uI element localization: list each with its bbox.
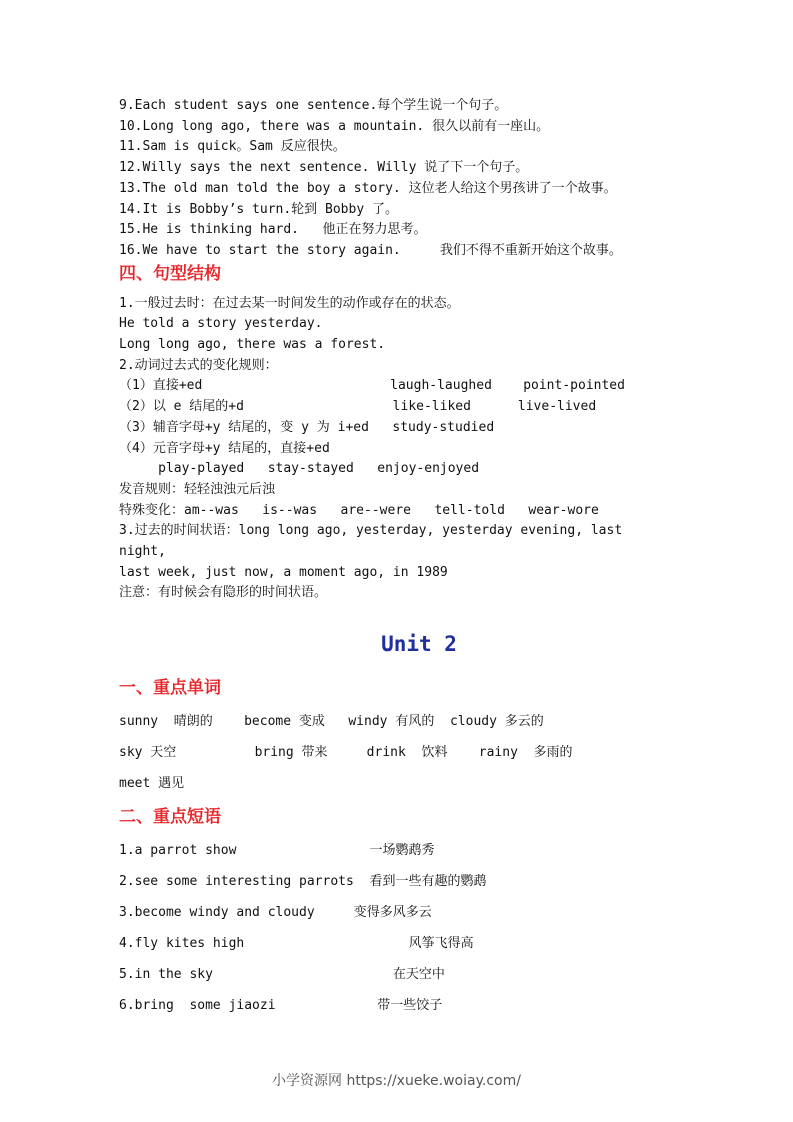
sentence-11: 11.Sam is quick。Sam 反应很快。 xyxy=(119,139,346,155)
unit-2-content xyxy=(119,676,719,1021)
grammar-notes xyxy=(119,294,719,605)
sentence-10: 10.Long long ago, there was a mountain. 很久以前有一座山。 xyxy=(119,118,550,134)
document-page xyxy=(119,96,719,1013)
grammar-line: （3）辅音字母+y 结尾的，变 y 为 i+ed study-studied xyxy=(119,419,495,435)
vocab-line: meet 遇见 xyxy=(119,776,185,791)
sentence-13: 13.The old man told the boy a story. 这位老人给这个男孩讲了一个故事。 xyxy=(119,180,617,196)
vocab-line: sunny 晴朗的 become 变成 windy 有风的 cloudy 多云的 xyxy=(119,714,544,729)
grammar-line: 2.动词过去式的变化规则： xyxy=(119,357,278,373)
sentence-16: 16.We have to start the story again. 我们不得不重新开始这个故事。 xyxy=(119,242,622,258)
sentence-14: 14.It is Bobby’s turn.轮到 Bobby 了。 xyxy=(119,201,398,217)
phrase-line: 3.become windy and cloudy 变得多风多云 xyxy=(119,905,432,920)
sentence-9: 9.Each student says one sentence.每个学生说一个句子。 xyxy=(119,98,508,113)
sentence-list xyxy=(119,96,719,262)
phrase-line: 4.fly kites high 风筝飞得高 xyxy=(119,936,474,951)
vocab-line: sky 天空 bring 带来 drink 饮料 rainy 多雨的 xyxy=(119,745,573,760)
phrase-line: 1.a parrot show 一场鹦鹉秀 xyxy=(119,843,435,858)
phrase-line: 5.in the sky 在天空中 xyxy=(119,967,445,982)
section-heading-key-phrases: 二、重点短语 xyxy=(119,807,221,827)
sentence-15: 15.He is thinking hard. 他正在努力思考。 xyxy=(119,222,427,238)
phrase-line: 6.bring some jiaozi 带一些饺子 xyxy=(119,998,443,1013)
grammar-line: 1.一般过去时：在过去某一时间发生的动作或存在的状态。 xyxy=(119,295,460,311)
phrase-line: 2.see some interesting parrots 看到一些有趣的鹦鹉 xyxy=(119,874,487,889)
unit-title xyxy=(119,632,719,656)
grammar-line: 发音规则：轻轻浊浊元后浊 xyxy=(119,481,276,497)
grammar-line: Long long ago, there was a forest. xyxy=(119,337,386,353)
grammar-line: play-played stay-stayed enjoy-enjoyed xyxy=(119,461,480,477)
unit-title-text: Unit 2 xyxy=(381,632,457,656)
grammar-line: He told a story yesterday. xyxy=(119,316,323,332)
sentence-12: 12.Willy says the next sentence. Willy 说了下一个句子。 xyxy=(119,160,529,176)
section-heading-sentence-structure: 四、句型结构 xyxy=(119,263,221,284)
grammar-line: last week, just now, a moment ago, in 1989 xyxy=(119,564,448,580)
grammar-line: 注意：有时候会有隐形的时间状语。 xyxy=(119,585,328,601)
grammar-line: night, xyxy=(119,544,166,560)
grammar-line: （2）以 e 结尾的+d like-liked live-lived xyxy=(119,399,597,415)
grammar-line: （4）元音字母+y 结尾的，直接+ed xyxy=(119,440,330,456)
grammar-line: 3.过去的时间状语：long long ago, yesterday, yesterday evening, last xyxy=(119,523,623,539)
grammar-line: 特殊变化：am--was is--was are--were tell-told wear-wore xyxy=(119,502,599,518)
grammar-line: （1）直接+ed laugh-laughed point-pointed xyxy=(119,378,625,394)
page-footer: 小学资源网 https://xueke.woiay.com/ xyxy=(272,1073,521,1089)
section-heading-key-words: 一、重点单词 xyxy=(119,678,221,698)
